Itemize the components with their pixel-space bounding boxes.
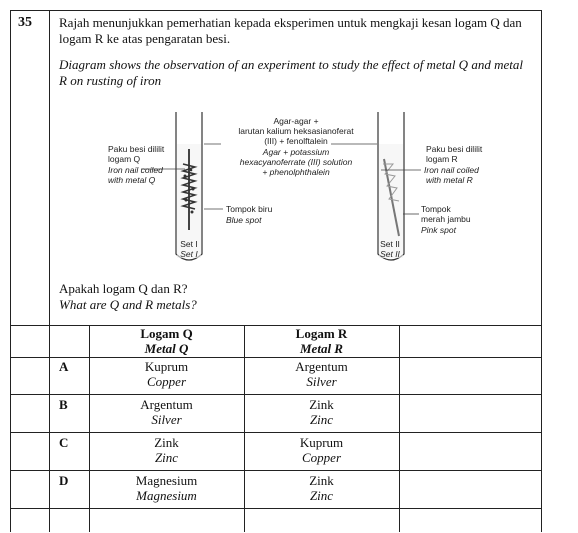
question-frame: [10, 10, 542, 532]
row-a-border: [11, 394, 541, 395]
pink-spot-label-2: merah jambu: [421, 214, 471, 224]
center-label-2: larutan kalium heksasianoferat: [238, 126, 354, 136]
header-q-english: Metal Q: [144, 341, 189, 356]
row-b-border: [11, 432, 541, 433]
center-label-3: (III) + fenolftalein: [264, 136, 328, 146]
question-number: 35: [18, 15, 32, 30]
option-a-q-english: Copper: [147, 374, 186, 389]
option-b-q-english: Silver: [151, 412, 182, 427]
left-label-4: with metal Q: [108, 175, 156, 185]
option-b-r-english: Zinc: [309, 412, 334, 427]
blue-spot-label: Tompok biru: [226, 204, 273, 214]
table-header-border: [11, 357, 541, 358]
right-label-3: Iron nail coiled: [424, 165, 479, 175]
option-d-q-malay: Magnesium: [135, 473, 198, 488]
left-label-1: Paku besi dililit: [108, 144, 165, 154]
header-q-malay: Logam Q: [140, 326, 193, 341]
option-a-r-malay: Argentum: [295, 359, 348, 374]
option-a-r-english: Silver: [306, 374, 337, 389]
set-1-label: Set I: [180, 239, 198, 249]
pink-spot-label-1: Tompok: [421, 204, 451, 214]
blue-spot-label-en: Blue spot: [226, 215, 262, 225]
option-c-q-malay: Zink: [154, 435, 179, 450]
set-2-label-en: Set II: [380, 249, 400, 259]
option-c-letter[interactable]: C: [59, 435, 69, 450]
right-label-1: Paku besi dililit: [426, 144, 483, 154]
option-d-q-english: Magnesium: [136, 488, 197, 503]
option-c-q-english: Zinc: [154, 450, 179, 465]
left-label-2: logam Q: [108, 154, 141, 164]
center-label-1: Agar-agar +: [273, 116, 319, 126]
center-label-5: hexacyanoferrate (III) solution: [239, 157, 353, 167]
experiment-diagram: [81, 104, 513, 272]
stem-malay: Rajah menunjukkan pemerhatian kepada eksperimen untuk mengkaji kesan logam Q dan logam R ke atas pengaratan besi.: [59, 15, 522, 46]
option-a-letter[interactable]: A: [59, 359, 69, 374]
left-label-3: Iron nail coiled: [108, 165, 163, 175]
option-a-q-malay: Kuprum: [144, 359, 189, 374]
option-c-r-malay: Kuprum: [299, 435, 344, 450]
right-label-2: logam R: [426, 154, 458, 164]
option-b-q-malay: Argentum: [140, 397, 193, 412]
set-2-label: Set II: [380, 239, 400, 249]
header-r-malay: Logam R: [295, 326, 348, 341]
option-b-r-malay: Zink: [309, 397, 334, 412]
center-label-6: + phenolphthalein: [262, 167, 330, 177]
row-d-border: [11, 508, 541, 509]
number-column-divider: [49, 11, 50, 532]
right-label-4: with metal R: [426, 175, 473, 185]
row-c-border: [11, 470, 541, 471]
r-column-right-divider: [399, 325, 400, 532]
center-label-4: Agar + potassium: [262, 147, 330, 157]
option-d-r-english: Zinc: [309, 488, 334, 503]
stem-english: Diagram shows the observation of an experiment to study the effect of metal Q and metal R on rusting of iron: [59, 57, 523, 88]
option-b-letter[interactable]: B: [59, 397, 68, 412]
ask-english: What are Q and R metals?: [59, 297, 197, 312]
set-1-label-en: Set I: [180, 249, 198, 259]
ask-malay: Apakah logam Q dan R?: [59, 281, 188, 296]
option-d-r-malay: Zink: [309, 473, 334, 488]
option-c-r-english: Copper: [302, 450, 341, 465]
header-r-english: Metal R: [300, 341, 343, 356]
option-d-letter[interactable]: D: [59, 473, 69, 488]
pink-spot-label-en: Pink spot: [421, 225, 456, 235]
